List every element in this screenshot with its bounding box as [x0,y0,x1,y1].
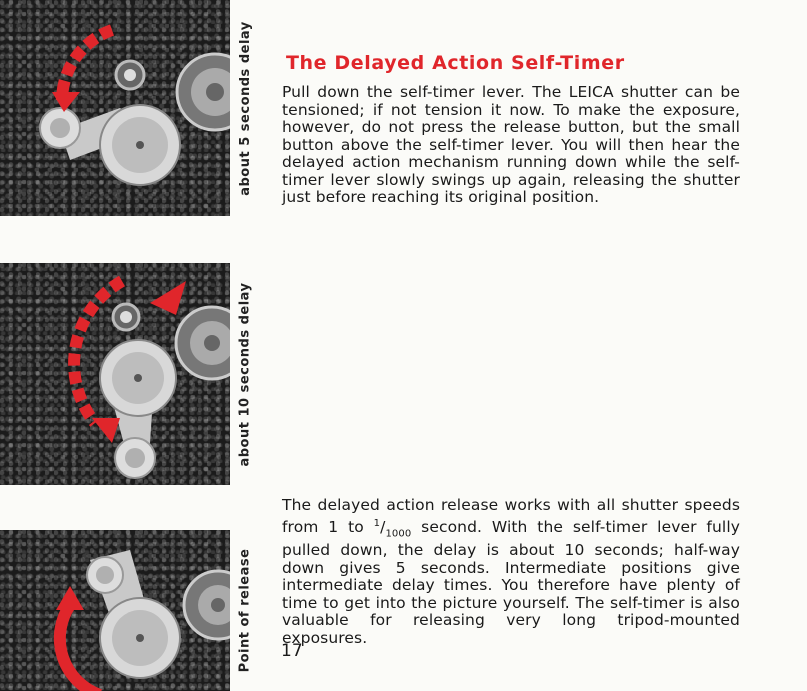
paragraph-delay-details-end: second. With the self-timer lever fully pulled down, the delay is about 10 seconds; half-way down gives 5 seconds. Intermediate positions give intermediate delay times. You therefore have plenty of time to get into the picture yourself. The self-timer is also valuable for releasing very long tripod-mounted exposures. [282,517,740,647]
figure-caption-release-text: Point of release [237,548,253,673]
photo-point-of-release [0,530,230,691]
figure-caption-5s [230,0,260,216]
figure-caption-10s [230,263,260,485]
photo-5-second-delay [0,0,230,216]
figure-caption-5s-text: about 5 seconds delay [237,20,253,196]
page-number: 17 [281,641,303,661]
paragraph-delay-details-start: The delayed action release works with all shutter speeds from 1 to [282,496,740,536]
fraction-denominator: 1000 [385,527,412,539]
camera-illustration-5s [0,0,230,216]
fraction-numerator: 1 [373,517,381,529]
camera-illustration-10s [0,263,230,485]
photo-10-second-delay [0,263,230,485]
paragraph-delay-details: The delayed action release works with all shutter speeds from 1 to $^1/_{1000}$ second. With the self-timer lever fully pulled down, the delay is about 10 seconds; half-way down gives 5 seconds. Intermediate positions give intermediate delay times. You therefore have plenty of time to get into the picture yourself. The self-timer is also valuable for releasing very long tripod-mounted exposures. [282,496,740,647]
camera-illustration-release [0,530,230,691]
section-title: The Delayed Action Self-Timer [286,52,625,74]
paragraph-instructions: Pull down the self-timer lever. The LEICA shutter can be tensioned; if not tension it now. To make the exposure, however, do not press the release button, but the small button above the self-timer lever. You will then hear the delayed action mechanism running down while the self-timer lever slowly swings up again, releasing the shutter just before reaching its original position. [282,83,740,206]
figure-caption-10s-text: about 10 seconds delay [237,281,253,467]
figure-caption-release [230,530,260,691]
